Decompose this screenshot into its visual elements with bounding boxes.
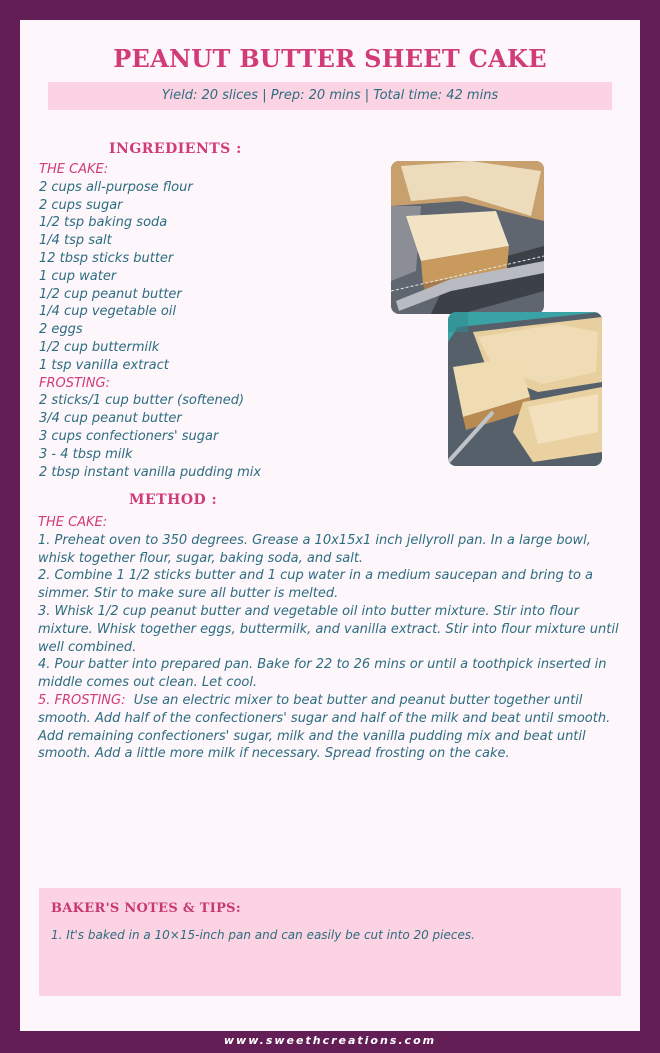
ingredient-item: 3/4 cup peanut butter xyxy=(39,411,182,427)
method-heading: METHOD : xyxy=(129,492,218,508)
method-step: 3. Whisk 1/2 cup peanut butter and vegetable oil into butter mixture. Stir into flour mixture. Whisk together eggs, buttermilk, and vanilla extract. Stir into flour mixture until well combined. xyxy=(38,603,619,655)
method-step: 2. Combine 1 1/2 sticks butter and 1 cup water in a medium saucepan and bring to a simmer. Stir to make sure all butter is melted. xyxy=(38,568,594,602)
note-item: 1. It's baked in a 10×15-inch pan and can easily be cut into 20 pieces. xyxy=(51,928,475,942)
cake-subheading: THE CAKE: xyxy=(39,162,109,177)
method-cake-subheading: THE CAKE: xyxy=(38,515,108,530)
ingredient-item: 3 cups confectioners' sugar xyxy=(39,428,219,444)
ingredients-list xyxy=(39,161,399,481)
ingredients-heading: INGREDIENTS : xyxy=(109,141,242,157)
ingredient-item: 12 tbsp sticks butter xyxy=(39,250,174,266)
ingredient-item: 1 tsp vanilla extract xyxy=(39,357,169,373)
ingredient-item: 2 sticks/1 cup butter (softened) xyxy=(39,393,245,409)
ingredient-item: 2 cups all-purpose flour xyxy=(39,179,193,195)
method-step xyxy=(38,692,628,763)
ingredient-item: 1/2 tsp baking soda xyxy=(39,215,168,231)
yield-bar: Yield: 20 slices | Prep: 20 mins | Total time: 42 mins xyxy=(48,82,612,110)
cake-photo-2 xyxy=(448,312,602,466)
method-step: 1. Preheat oven to 350 degrees. Grease a 10x15x1 inch jellyroll pan. In a large bowl, whisk together flour, sugar, baking soda, and salt. xyxy=(38,532,591,566)
ingredient-item: 1 cup water xyxy=(39,268,117,284)
method-steps xyxy=(38,514,628,763)
ingredient-item: 1/4 tsp salt xyxy=(39,233,112,249)
website-link[interactable]: www.sweethcreations.com xyxy=(223,1034,437,1047)
frosting-step-label: 5. FROSTING: xyxy=(38,692,126,708)
notes-heading: BAKER'S NOTES & TIPS: xyxy=(51,901,241,916)
cake-photo-1 xyxy=(391,161,544,314)
frosting-step-text: Use an electric mixer to beat butter and peanut butter together until smooth. Add half of the confectioners' sugar and half of the milk and beat until smooth. Add remaining confectioners' sugar, milk and the vanilla pudding mix and beat until smooth. Add a little more milk if necessary. Spread frosting on the cake. xyxy=(38,692,611,762)
recipe-card xyxy=(20,20,640,1031)
ingredient-item: 2 eggs xyxy=(39,322,83,338)
ingredient-item: 1/4 cup vegetable oil xyxy=(39,304,177,320)
ingredient-item: 2 tbsp instant vanilla pudding mix xyxy=(39,464,262,480)
notes-box xyxy=(39,888,621,996)
ingredient-item: 2 cups sugar xyxy=(39,197,123,213)
frosting-subheading: FROSTING: xyxy=(39,375,110,391)
recipe-title: PEANUT BUTTER SHEET CAKE xyxy=(113,44,547,73)
ingredient-item: 1/2 cup peanut butter xyxy=(39,286,182,302)
ingredient-item: 3 - 4 tbsp milk xyxy=(39,446,133,462)
ingredient-item: 1/2 cup buttermilk xyxy=(39,339,160,355)
method-step: 4. Pour batter into prepared pan. Bake for 22 to 26 mins or until a toothpick inserted in middle comes out clean. Let cool. xyxy=(38,657,607,691)
